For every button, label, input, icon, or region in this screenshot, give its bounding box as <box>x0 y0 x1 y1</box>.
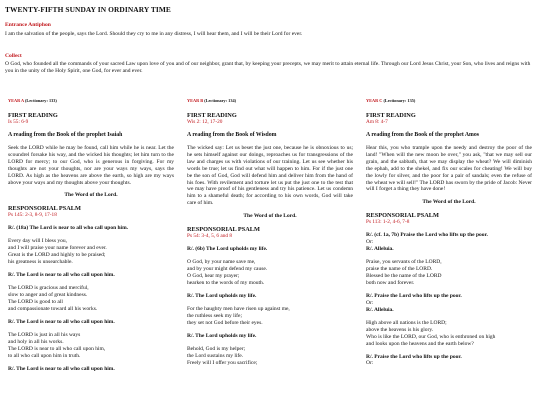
psalm-response: R/. The Lord is near to all who call upon him. <box>8 271 115 278</box>
psalm-heading: RESPONSORIAL PSALM <box>187 226 260 234</box>
first-reading-title: A reading from the Book of the prophet Amos <box>366 131 480 138</box>
psalm-verse: High above all nations is the LORD; above the heavens is his glory. Who is like the LORD, our God, who is enthroned on high and looks upon the heavens and the earth below? <box>366 319 496 347</box>
first-reading-ref: Wis 2: 12, 17-20 <box>187 118 223 125</box>
first-reading-heading: FIRST READING <box>366 111 416 119</box>
psalm-verse: O God, by your name save me, and by your might defend my cause. O God, hear my prayer; hearken to the words of my mouth. <box>187 259 268 286</box>
or-label: Or: <box>366 239 374 246</box>
year-a-column <box>8 98 174 378</box>
year-b-label: YEAR B (Lectionary: 134) <box>187 98 237 103</box>
first-reading-text: Seek the LORD while he may be found, call him while he is near. Let the scoundrel forsake his way, and the wicked his thoughts; let him turn to the LORD for mercy; to our God, who is generous in forgiving. For my thoughts are not your thoughts, nor are your ways my ways, says the LORD. As high as the heavens are above the earth, so high are my ways above your ways and my thoughts above your thoughts. <box>8 144 174 186</box>
or-label: Or: <box>366 299 374 306</box>
psalm-heading: RESPONSORIAL PSALM <box>8 205 81 213</box>
psalm-verse: The LORD is just in all his ways and holy in all his works. The LORD is near to all who call upon him, to all who call upon him in truth. <box>8 331 106 359</box>
psalm-ref: Ps 54: 3-4, 5, 6 and 8 <box>187 233 233 240</box>
alleluia-response: R/. Alleluia. <box>366 246 394 253</box>
psalm-verse: For the haughty men have risen up against me, the ruthless seek my life; they set not God before their eyes. <box>187 305 290 326</box>
entrance-antiphon-text: I am the salvation of the people, says the Lord. Should they cry to me in any distress, I will hear them, and I will be their Lord for ever. <box>5 31 303 37</box>
year-c-label: YEAR C (Lectionary: 135) <box>366 98 416 103</box>
psalm-verse: The LORD is gracious and merciful, slow to anger and of great kindness. The LORD is good to all and compassionate toward all his works. <box>8 284 98 312</box>
psalm-heading: RESPONSORIAL PSALM <box>366 212 439 220</box>
psalm-verse: Behold, God is my helper; the Lord sustains my life. Freely will I offer you sacrifice; <box>187 345 258 366</box>
first-reading-ref: Am 8: 4-7 <box>366 118 388 125</box>
year-c-column <box>366 98 532 367</box>
psalm-response: R/. (6b) The Lord upholds my life. <box>187 246 268 253</box>
psalm-response: R/. The Lord upholds my life. <box>187 292 257 299</box>
collect-text: O God, who founded all the commands of your sacred Law upon love of you and of our neighbor, grant that, by keeping your precepts, we may merit to attain eternal life. Through our Lord Jesus Christ, your Son, who lives and reigns with you in the unity of the Holy Spirit, one God, for ever and ever. <box>5 61 531 75</box>
psalm-response: R/. The Lord is near to all who call upon him. <box>8 365 115 372</box>
entrance-antiphon-heading: Entrance Antiphon <box>5 22 51 28</box>
psalm-ref: Ps 113: 1-2, 4-6, 7-8 <box>366 219 410 226</box>
page-title: TWENTY-FIFTH SUNDAY IN ORDINARY TIME <box>5 5 171 14</box>
psalm-response: R/. Praise the Lord who lifts up the poor. <box>366 292 462 299</box>
first-reading-title: A reading from the Book of Wisdom <box>187 131 277 138</box>
word-of-the-lord: The Word of the Lord. <box>64 192 118 199</box>
or-label: Or: <box>366 360 374 367</box>
collect-heading: Collect <box>5 53 22 59</box>
first-reading-text: The wicked say: Let us beset the just one, because he is obnoxious to us; he sets himself against our doings, reproaches us for transgressions of the law and charges us with violations of our training. Let us see whether his words be true; let us find out what will happen to him. For if the just one be the son of God, God will defend him and deliver him from the hand of his foes. With revilement and torture let us put the just one to the test that we may have proof of his gentleness and try his patience. Let us condemn him to a shameful death; for according to his own words, God will take care of him. <box>187 144 353 207</box>
psalm-response: R/. The Lord upholds my life. <box>187 332 257 339</box>
year-b-column <box>187 98 353 372</box>
word-of-the-lord: The Word of the Lord. <box>422 199 476 206</box>
psalm-response: R/. (18a) The Lord is near to all who call upon him. <box>8 225 129 232</box>
alleluia-response: R/. Alleluia. <box>366 306 394 313</box>
psalm-ref: Ps 145: 2-3, 8-9, 17-18 <box>8 212 57 219</box>
first-reading-title: A reading from the Book of the prophet Isaiah <box>8 131 123 138</box>
psalm-response: R/. Praise the Lord who lifts up the poor. <box>366 353 462 360</box>
psalm-response: R/. (cf. 1a, 7b) Praise the Lord who lifts up the poor. <box>366 232 488 239</box>
word-of-the-lord: The Word of the Lord. <box>243 213 297 220</box>
first-reading-heading: FIRST READING <box>187 111 237 119</box>
first-reading-heading: FIRST READING <box>8 111 58 119</box>
year-a-label: YEAR A (Lectionary: 133) <box>8 98 57 103</box>
first-reading-ref: Is 55: 6-9 <box>8 118 29 125</box>
psalm-verse: Every day will I bless you, and I will praise your name forever and ever. Great is the LORD and highly to be praised; his greatness is unsearchable. <box>8 238 107 266</box>
psalm-response: R/. The Lord is near to all who call upon him. <box>8 318 115 325</box>
first-reading-text: Hear this, you who trample upon the needy and destroy the poor of the land! "When will the new moon be over," you ask, "that we may sell our grain, and the sabbath, that we may display the wheat? We will diminish the ephah, add to the shekel, and fix our scales for cheating! We will buy the lowly for silver, and the poor for a pair of sandals; even the refuse of the wheat we will sell!" The LORD has sworn by the pride of Jacob: Never will I forget a thing they have done! <box>366 144 532 193</box>
psalm-verse: Praise, you servants of the LORD, praise the name of the LORD. Blessed be the name of the LORD both now and forever. <box>366 259 442 286</box>
